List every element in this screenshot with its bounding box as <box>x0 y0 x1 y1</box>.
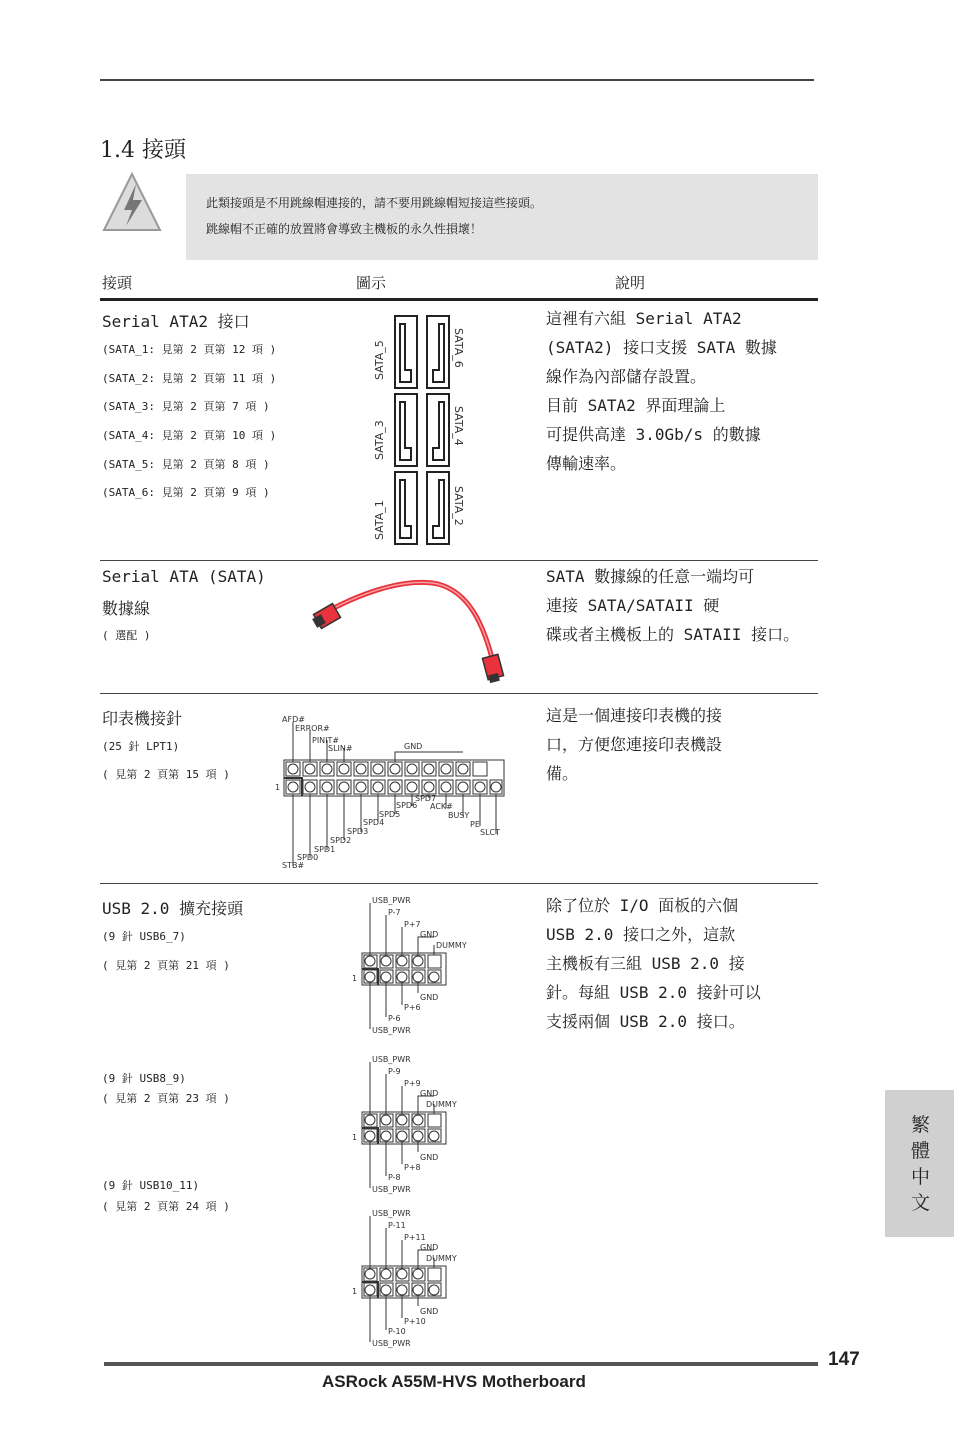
sata-ref-3: (SATA_3: 見第 2 頁第 7 項 ) <box>102 400 270 413</box>
svg-text:GND: GND <box>420 1153 439 1162</box>
cable-description: SATA 數據線的任意一端均可 連接 SATA/SATAII 硬 碟或者主機板上的 SATAII 接口。 <box>546 567 800 644</box>
svg-text:P+8: P+8 <box>404 1163 421 1172</box>
svg-text:P+6: P+6 <box>404 1003 421 1012</box>
usb-h1-pins: (9 針 USB6_7) <box>102 930 186 943</box>
svg-text:USB_PWR: USB_PWR <box>372 1026 411 1035</box>
pin-error: ERROR# <box>295 724 330 733</box>
header-description: 說明 <box>615 274 646 292</box>
svg-text:GND: GND <box>420 1307 439 1316</box>
svg-text:P+10: P+10 <box>404 1317 426 1326</box>
usb-name: USB 2.0 擴充接頭 <box>102 899 244 918</box>
pin-one: 1 <box>275 783 281 792</box>
usb-h3-ref: ( 見第 2 頁第 24 項 ) <box>102 1200 230 1213</box>
section-title: 1.4 接頭 <box>100 138 186 163</box>
language-side-tab <box>885 1090 954 1237</box>
svg-text:P-9: P-9 <box>388 1067 401 1076</box>
footer-rule <box>104 1362 818 1366</box>
warning-box <box>186 174 818 260</box>
pin-spd5: SPD5 <box>379 810 401 819</box>
svg-text:USB_PWR: USB_PWR <box>372 1209 411 1218</box>
sata-ref-1: (SATA_1: 見第 2 頁第 12 項 ) <box>102 343 277 356</box>
row-rule-1 <box>100 560 818 561</box>
language-label: 繁體中文 <box>911 1114 931 1214</box>
cable-optional: ( 選配 ) <box>102 629 151 642</box>
usb-h3-pins: (9 針 USB10_11) <box>102 1179 200 1192</box>
svg-text:P-10: P-10 <box>388 1327 406 1336</box>
pin-pe: PE <box>470 820 480 829</box>
sata-cable-image <box>308 572 518 687</box>
usb-header-3-diagram <box>350 1206 490 1351</box>
usb-description: 除了位於 I/O 面板的六個 USB 2.0 接口之外，這款 主機板有三組 USB 2.0 接 針。每組 USB 2.0 接針可以 支援兩個 USB 2.0 接口。 <box>546 896 761 1031</box>
svg-text:P+7: P+7 <box>404 920 421 929</box>
svg-text:USB_PWR: USB_PWR <box>372 1339 411 1348</box>
pin-slin: SLIN# <box>328 744 353 753</box>
sata-4-label: SATA_4 <box>452 406 465 446</box>
svg-text:USB_PWR: USB_PWR <box>372 1185 411 1194</box>
pin-slct: SLCT <box>480 828 501 837</box>
svg-text:P+9: P+9 <box>404 1079 421 1088</box>
svg-text:1: 1 <box>352 1287 358 1296</box>
pin-spd0: SPD0 <box>297 853 319 862</box>
svg-text:GND: GND <box>420 1243 439 1252</box>
header-diagram: 圖示 <box>356 274 387 292</box>
pin-spd3: SPD3 <box>347 827 369 836</box>
printer-header-diagram <box>270 712 515 872</box>
svg-text:USB_PWR: USB_PWR <box>372 896 411 905</box>
warning-line-1: 此類接頭是不用跳線帽連接的，請不要用跳線帽短接這些接頭。 <box>206 196 543 210</box>
usb-header-1-diagram <box>350 893 490 1038</box>
sata-ref-4: (SATA_4: 見第 2 頁第 10 項 ) <box>102 429 277 442</box>
sata-ref-5: (SATA_5: 見第 2 頁第 8 項 ) <box>102 458 270 471</box>
usb-h2-ref: ( 見第 2 頁第 23 項 ) <box>102 1092 230 1105</box>
sata-ref-2: (SATA_2: 見第 2 頁第 11 項 ) <box>102 372 277 385</box>
printer-description: 這是一個連接印表機的接 口，方便您連接印表機設 備。 <box>546 706 723 783</box>
svg-text:1: 1 <box>352 974 358 983</box>
pin-afd: AFD# <box>282 715 305 724</box>
header-rule <box>100 298 818 301</box>
pin-spd1: SPD1 <box>314 845 336 854</box>
row-rule-2 <box>100 693 818 694</box>
usb-h1-ref: ( 見第 2 頁第 21 項 ) <box>102 959 230 972</box>
usb-h2-pins: (9 針 USB8_9) <box>102 1072 186 1085</box>
svg-text:P+11: P+11 <box>404 1233 426 1242</box>
svg-text:GND: GND <box>420 930 439 939</box>
sata-description: 這裡有六組 Serial ATA2 (SATA2) 接口支援 SATA 數據 線作為內部儲存設置。 目前 SATA2 界面理論上 可提供高達 3.0Gb/s 的數據 傳輸速率。 <box>546 309 777 473</box>
svg-text:P-11: P-11 <box>388 1221 406 1230</box>
svg-text:DUMMY: DUMMY <box>426 1254 457 1263</box>
sata-3-label: SATA_3 <box>373 420 386 460</box>
svg-text:DUMMY: DUMMY <box>436 941 467 950</box>
svg-text:1: 1 <box>352 1133 358 1142</box>
pin-spd6: SPD6 <box>396 801 418 810</box>
sata-5-label: SATA_5 <box>373 340 386 380</box>
pin-stb: STB# <box>282 861 305 870</box>
top-rule <box>100 79 814 81</box>
page-number: 147 <box>828 1349 860 1370</box>
cable-name-1: Serial ATA (SATA) <box>102 567 266 586</box>
sata-6-label: SATA_6 <box>452 328 465 368</box>
svg-text:USB_PWR: USB_PWR <box>372 1055 411 1064</box>
svg-text:P-7: P-7 <box>388 908 401 917</box>
pin-ack: ACK# <box>430 802 453 811</box>
pin-pinit: PINIT# <box>312 736 340 745</box>
sata-1-label: SATA_1 <box>373 500 386 540</box>
cable-name-2: 數據線 <box>102 599 151 618</box>
sata-connector-diagram <box>365 312 475 552</box>
svg-text:P-8: P-8 <box>388 1173 401 1182</box>
pin-busy: BUSY <box>448 811 470 820</box>
sata-ref-6: (SATA_6: 見第 2 頁第 9 項 ) <box>102 486 270 499</box>
pin-spd2: SPD2 <box>330 836 352 845</box>
header-connector: 接頭 <box>102 274 133 292</box>
printer-pins: (25 針 LPT1) <box>102 740 180 753</box>
usb-header-2-diagram <box>350 1052 490 1197</box>
svg-text:P-6: P-6 <box>388 1014 401 1023</box>
warning-line-2: 跳線帽不正確的放置將會導致主機板的永久性損壞！ <box>206 222 483 236</box>
svg-text:GND: GND <box>420 1089 439 1098</box>
warning-icon <box>100 170 164 236</box>
sata-name: Serial ATA2 接口 <box>102 312 250 331</box>
svg-text:DUMMY: DUMMY <box>426 1100 457 1109</box>
svg-text:GND: GND <box>420 993 439 1002</box>
pin-spd7: SPD7 <box>415 794 437 803</box>
row-rule-3 <box>100 883 818 884</box>
sata-2-label: SATA_2 <box>452 486 465 526</box>
pin-gnd: GND <box>404 742 423 751</box>
pin-spd4: SPD4 <box>363 818 385 827</box>
printer-ref: ( 見第 2 頁第 15 項 ) <box>102 768 230 781</box>
printer-name: 印表機接針 <box>102 709 183 728</box>
footer-title: ASRock A55M-HVS Motherboard <box>322 1372 586 1391</box>
